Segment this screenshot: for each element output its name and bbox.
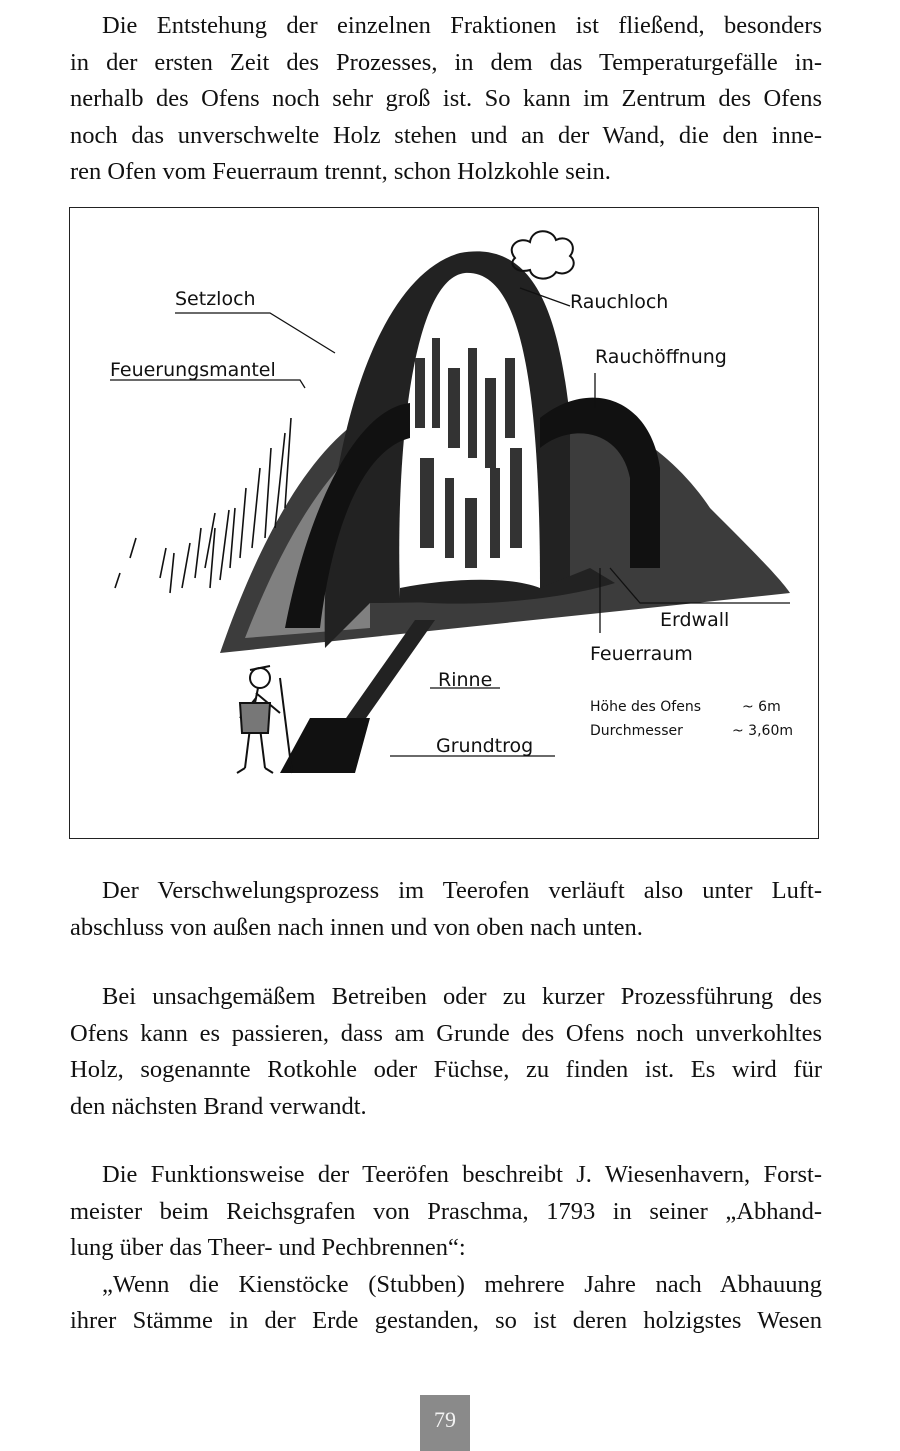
text-line: nerhalb des Ofens noch sehr groß ist. So kann im Zentrum des Ofens xyxy=(70,85,822,112)
spec-height-value: ~ 6m xyxy=(742,699,781,715)
text-line: Die Funktionsweise der Teeröfen beschreibt J. Wiesenhavern, Forst- xyxy=(102,1161,822,1188)
text-line: noch das unverschwelte Holz stehen und an der Wand, die den inne- xyxy=(70,121,822,149)
label-setzloch: Setzloch xyxy=(175,288,256,310)
text-line: Der Verschwelungsprozess im Teerofen verläuft also unter Luft- xyxy=(102,877,822,904)
text-line: abschluss von außen nach innen und von oben nach unten. xyxy=(70,913,643,941)
text-line: Bei unsachgemäßem Betreiben oder zu kurzer Prozessführung des xyxy=(102,983,822,1010)
text-line: Ofens kann es passieren, dass am Grunde des Ofens noch unverkohltes xyxy=(70,1019,822,1047)
paragraph-3 xyxy=(70,979,822,1125)
label-rauchoeffnung: Rauchöffnung xyxy=(595,346,727,368)
label-rauchloch: Rauchloch xyxy=(570,291,669,313)
paragraph-2 xyxy=(70,873,822,946)
text-line: Holz, sogenannte Rotkohle oder Füchse, zu finden ist. Es wird für xyxy=(70,1056,822,1083)
page-number: 79 xyxy=(420,1395,470,1451)
paragraph-4 xyxy=(70,1157,822,1340)
paragraph-1 xyxy=(70,8,822,191)
label-erdwall: Erdwall xyxy=(660,609,730,631)
teerofen-drawing xyxy=(70,208,820,840)
spec-height-label: Höhe des Ofens xyxy=(590,699,702,715)
label-feuerungsmantel: Feuerungsmantel xyxy=(110,359,276,381)
spec-diameter-value: ~ 3,60m xyxy=(732,723,793,739)
text-line: ren Ofen vom Feuerraum trennt, schon Holzkohle sein. xyxy=(70,158,611,185)
smoke-cloud xyxy=(512,231,574,278)
label-rinne: Rinne xyxy=(438,669,493,691)
spec-diameter-label: Durchmesser xyxy=(590,723,683,739)
text-line: Die Entstehung der einzelnen Fraktionen ist fließend, besonders xyxy=(102,12,822,39)
text-line: meister beim Reichsgrafen von Praschma, 1793 in seiner „Abhand- xyxy=(70,1197,822,1225)
text-line: in der ersten Zeit des Prozesses, in dem das Temperaturgefälle in- xyxy=(70,48,822,76)
text-line: den nächsten Brand verwandt. xyxy=(70,1092,367,1120)
label-feuerraum: Feuerraum xyxy=(590,643,693,665)
teerofen-illustration xyxy=(69,207,819,839)
worker-figure xyxy=(237,666,292,773)
grundtrog-trough xyxy=(280,718,370,773)
label-grundtrog: Grundtrog xyxy=(436,735,534,757)
text-line: „Wenn die Kienstöcke (Stubben) mehrere Jahre nach Abhauung xyxy=(102,1270,822,1298)
text-line: ihrer Stämme in der Erde gestanden, so ist deren holzigstes Wesen xyxy=(70,1307,822,1334)
text-line: lung über das Theer- und Pechbrennen“: xyxy=(70,1234,466,1261)
